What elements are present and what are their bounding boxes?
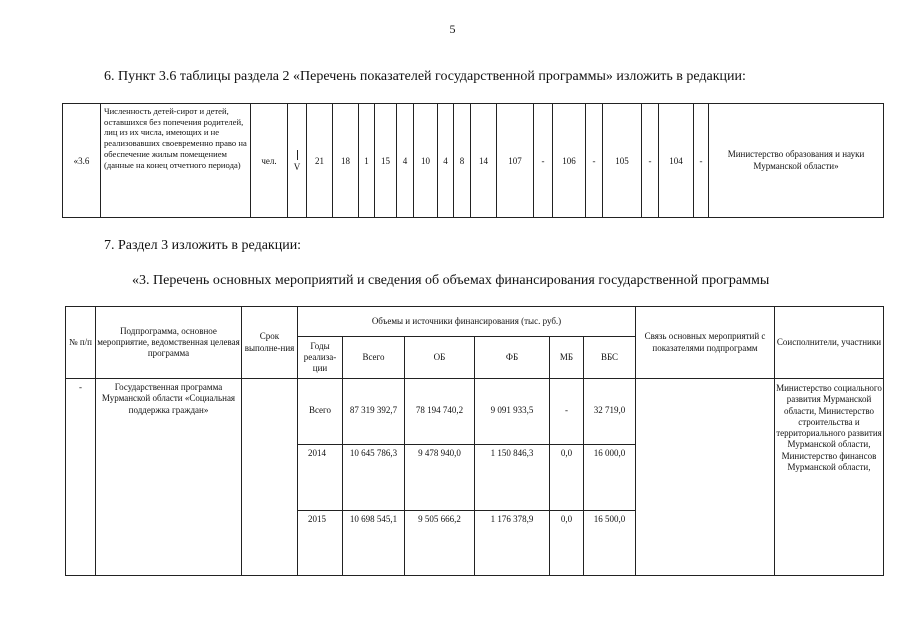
vbs-cell: 16 000,0 <box>584 445 636 511</box>
ob-cell: 78 194 740,2 <box>405 379 475 445</box>
header-mb: МБ <box>550 337 584 379</box>
indicator-value: - <box>534 104 553 218</box>
total-cell: 87 319 392,7 <box>343 379 405 445</box>
indicator-row <box>63 104 884 218</box>
fb-cell: 1 150 846,3 <box>475 445 550 511</box>
indicator-direction <box>288 104 307 218</box>
indicator-value: 105 <box>603 104 642 218</box>
table-row <box>66 379 884 445</box>
indicator-unit: чел. <box>251 104 288 218</box>
row-number: - <box>66 379 96 576</box>
header-num: № п/п <box>66 307 96 379</box>
indicator-value: 4 <box>397 104 414 218</box>
mb-cell: 0,0 <box>550 511 584 576</box>
ob-cell: 9 478 940,0 <box>405 445 475 511</box>
indicator-value: 107 <box>497 104 534 218</box>
header-coexecutors: Соисполнители, участники <box>775 307 884 379</box>
vbs-cell: 32 719,0 <box>584 379 636 445</box>
indicator-value: 106 <box>553 104 586 218</box>
header-total: Всего <box>343 337 405 379</box>
year-cell: 2015 <box>298 511 343 576</box>
direction-letter: V <box>293 161 301 172</box>
total-cell: 10 698 545,1 <box>343 511 405 576</box>
indicator-value: 1 <box>359 104 375 218</box>
indicator-value: 8 <box>454 104 471 218</box>
year-cell: Всего <box>298 379 343 445</box>
header-fb: ФБ <box>475 337 550 379</box>
header-vbs: ВБС <box>584 337 636 379</box>
header-term: Срок выполне-ния <box>242 307 298 379</box>
indicator-value: 14 <box>471 104 497 218</box>
indicator-table <box>62 103 884 218</box>
mb-cell: 0,0 <box>550 445 584 511</box>
total-cell: 10 645 786,3 <box>343 445 405 511</box>
indicator-value: 10 <box>414 104 438 218</box>
indicator-organization: Министерство образования и науки Мурманской области» <box>709 104 884 218</box>
section-3-title: «3. Перечень основных мероприятий и сведения об объемах финансирования государственной программы <box>132 273 770 288</box>
program-name: Государственная программа Мурманской области «Социальная поддержка граждан» <box>96 379 242 576</box>
direction-bar <box>297 150 298 160</box>
page-number: 5 <box>449 22 456 36</box>
indicator-value: 104 <box>659 104 694 218</box>
ob-cell: 9 505 666,2 <box>405 511 475 576</box>
indicator-description: Численность детей-сирот и детей, оставшихся без попечения родителей, лиц из их числа, имеющих и не реализовавших своевременно право на обеспечение жилым помещением (данные на конец отчетного периода) <box>101 104 251 218</box>
indicator-value: 18 <box>333 104 359 218</box>
header-years: Годы реализа-ции <box>298 337 343 379</box>
participants-cell: Министерство социального развития Мурманской области, Министерство строительства и территориального развития Мурманской области, Министерство финансов Мурманской области, <box>775 379 884 576</box>
indicator-value: - <box>586 104 603 218</box>
header-row <box>66 307 884 337</box>
indicator-value: - <box>642 104 659 218</box>
header-funding: Объемы и источники финансирования (тыс. руб.) <box>298 307 636 337</box>
indicator-value: 21 <box>307 104 333 218</box>
indicator-value: - <box>694 104 709 218</box>
vbs-cell: 16 500,0 <box>584 511 636 576</box>
indicator-value: 15 <box>375 104 397 218</box>
indicator-value: 4 <box>438 104 454 218</box>
fb-cell: 9 091 933,5 <box>475 379 550 445</box>
item-6-text: 6. Пункт 3.6 таблицы раздела 2 «Перечень показателей государственной программы» изложить в редакции: <box>104 69 746 84</box>
header-link: Связь основных мероприятий с показателями подпрограмм <box>636 307 775 379</box>
indicator-number: «3.6 <box>63 104 101 218</box>
measures-table <box>65 306 884 576</box>
year-cell: 2014 <box>298 445 343 511</box>
link-cell <box>636 379 775 576</box>
header-program: Подпрограмма, основное мероприятие, ведомственная целевая программа <box>96 307 242 379</box>
mb-cell: - <box>550 379 584 445</box>
fb-cell: 1 176 378,9 <box>475 511 550 576</box>
term-cell <box>242 379 298 576</box>
header-ob: ОБ <box>405 337 475 379</box>
item-7-text: 7. Раздел 3 изложить в редакции: <box>104 238 302 253</box>
